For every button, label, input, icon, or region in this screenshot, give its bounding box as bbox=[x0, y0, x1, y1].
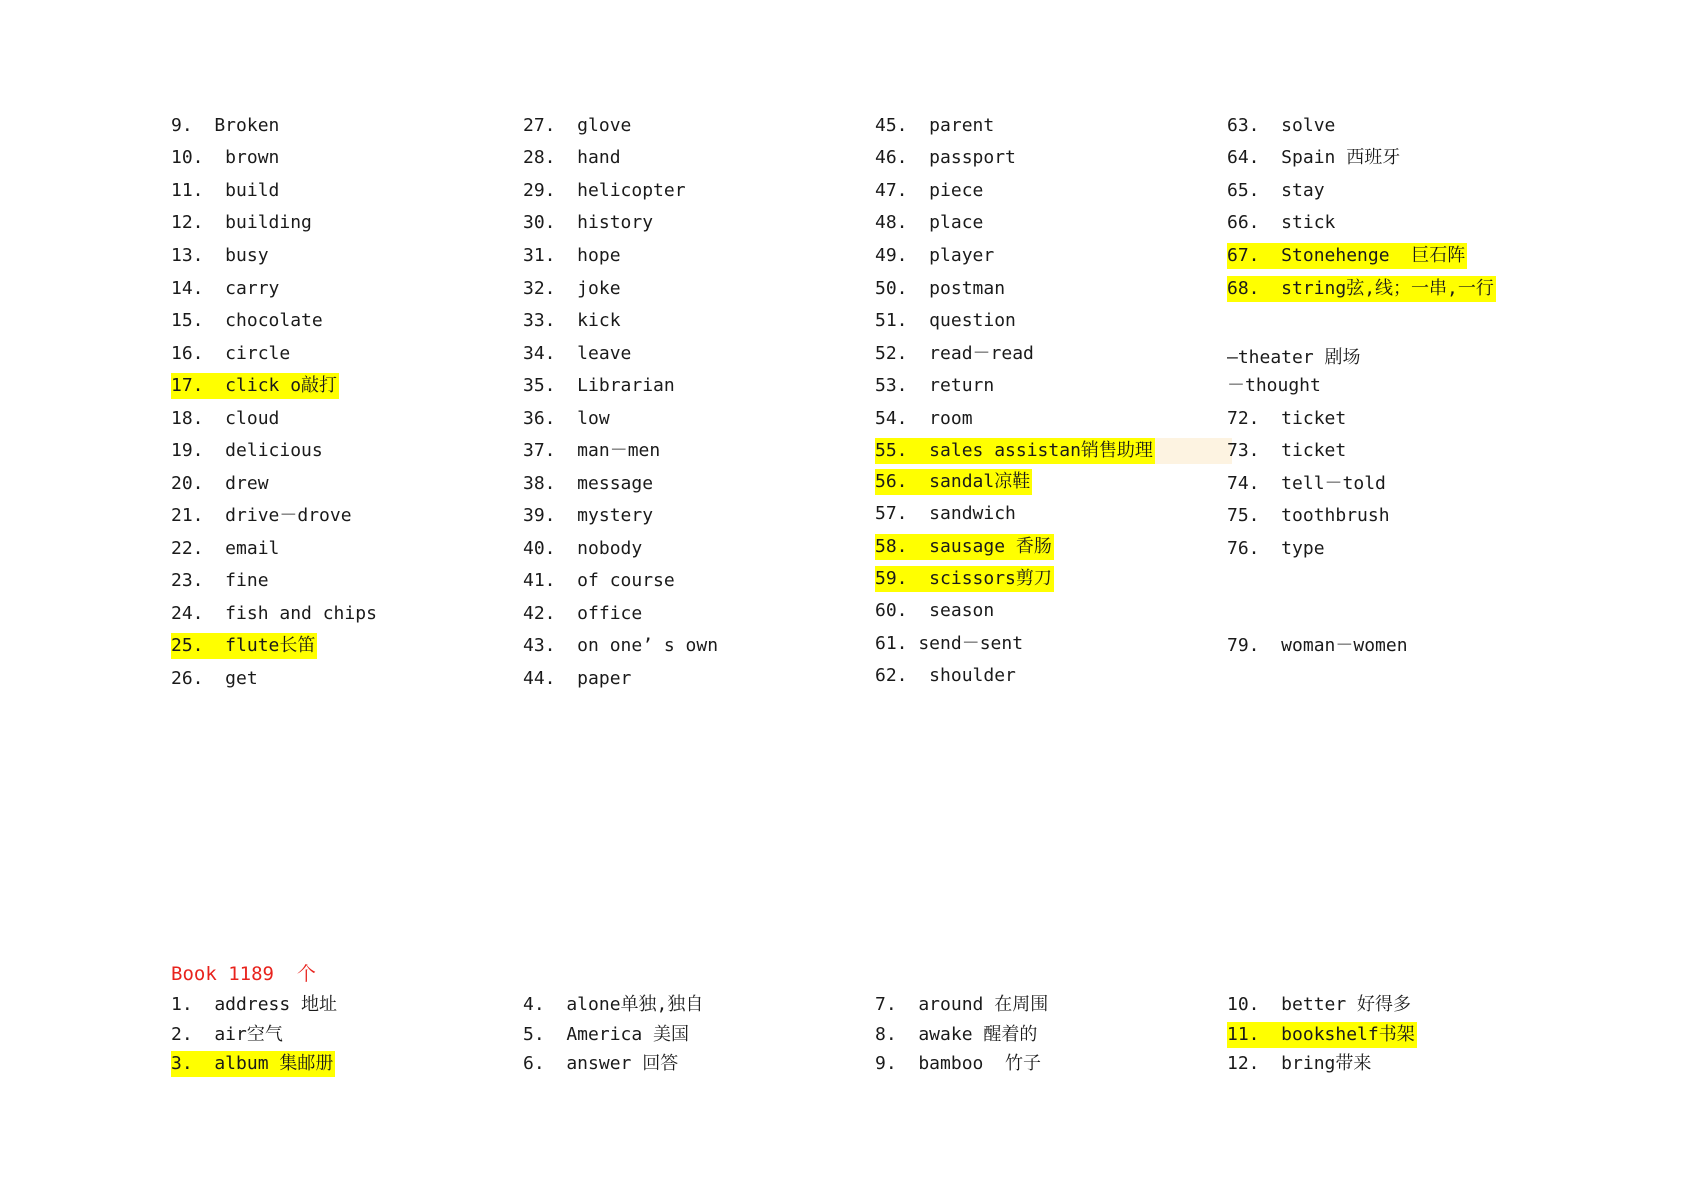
list-item: 7. around 在周围 bbox=[875, 994, 1049, 1015]
list-item: 45. parent bbox=[875, 115, 995, 136]
list-item: 2. air空气 bbox=[171, 1024, 283, 1045]
list-item: 75. toothbrush bbox=[1227, 505, 1390, 526]
highlighted-list-item: 68. string弦,线；一串,一行 bbox=[1227, 276, 1496, 302]
list-item: 14. carry bbox=[171, 278, 280, 299]
list-item: 4. alone单独,独自 bbox=[523, 994, 704, 1015]
list-item: 29. helicopter bbox=[523, 180, 686, 201]
list-item: 11. build bbox=[171, 180, 280, 201]
section-title: Book 1189 个 bbox=[171, 963, 316, 985]
list-item: 15. chocolate bbox=[171, 310, 323, 331]
list-item: 66. stick bbox=[1227, 212, 1336, 233]
list-item: 52. read－read bbox=[875, 343, 1034, 364]
list-item: 72. ticket bbox=[1227, 408, 1347, 429]
list-item: 19. delicious bbox=[171, 440, 323, 461]
list-item: 49. player bbox=[875, 245, 995, 266]
list-item: 31. hope bbox=[523, 245, 621, 266]
list-item: 40. nobody bbox=[523, 538, 643, 559]
list-item: 39. mystery bbox=[523, 505, 654, 526]
list-item: 34. leave bbox=[523, 343, 632, 364]
highlighted-list-item: 11. bookshelf书架 bbox=[1227, 1022, 1417, 1048]
highlighted-list-item: 59. scissors剪刀 bbox=[875, 566, 1054, 592]
list-item: 37. man－men bbox=[523, 440, 661, 461]
list-item: 27. glove bbox=[523, 115, 632, 136]
highlighted-list-item: 56. sandal凉鞋 bbox=[875, 469, 1032, 495]
list-item: 76. type bbox=[1227, 538, 1325, 559]
list-item: 63. solve bbox=[1227, 115, 1336, 136]
list-item: 22. email bbox=[171, 538, 280, 559]
list-item: 1. address 地址 bbox=[171, 994, 338, 1015]
list-item: 5. America 美国 bbox=[523, 1024, 690, 1045]
highlighted-list-item: 58. sausage 香肠 bbox=[875, 534, 1054, 560]
highlighted-list-item: 17. click o敲打 bbox=[171, 373, 339, 399]
list-item: 61. send－sent bbox=[875, 633, 1024, 654]
list-item: 13. busy bbox=[171, 245, 269, 266]
highlighted-list-item: 3. album 集邮册 bbox=[171, 1051, 335, 1077]
list-item: 43. on one’ s own bbox=[523, 635, 719, 656]
list-item: 8. awake 醒着的 bbox=[875, 1024, 1038, 1045]
list-item: 9. Broken bbox=[171, 115, 280, 136]
list-item: 73. ticket bbox=[1227, 440, 1347, 461]
list-item: 18. cloud bbox=[171, 408, 280, 429]
highlighted-list-item: 67. Stonehenge 巨石阵 bbox=[1227, 243, 1467, 269]
list-item: 53. return bbox=[875, 375, 995, 396]
list-item: 41. of course bbox=[523, 570, 675, 591]
list-item: 60. season bbox=[875, 600, 995, 621]
list-item: 10. brown bbox=[171, 147, 280, 168]
list-item: 12. building bbox=[171, 212, 312, 233]
list-item: —theater 剧场 bbox=[1227, 347, 1361, 368]
list-item: 57. sandwich bbox=[875, 503, 1016, 524]
list-item: 50. postman bbox=[875, 278, 1006, 299]
list-item: 36. low bbox=[523, 408, 610, 429]
list-item: 51. question bbox=[875, 310, 1016, 331]
list-item: 32. joke bbox=[523, 278, 621, 299]
list-item: 79. woman－women bbox=[1227, 635, 1408, 656]
list-item: 30. history bbox=[523, 212, 654, 233]
list-item: 42. office bbox=[523, 603, 643, 624]
list-item: 6. answer 回答 bbox=[523, 1053, 679, 1074]
list-item: 48. place bbox=[875, 212, 984, 233]
list-item: 12. bring带来 bbox=[1227, 1053, 1372, 1074]
list-item: 65. stay bbox=[1227, 180, 1325, 201]
list-item: 33. kick bbox=[523, 310, 621, 331]
list-item: 10. better 好得多 bbox=[1227, 994, 1412, 1015]
list-item: 35. Librarian bbox=[523, 375, 675, 396]
list-item: 21. drive－drove bbox=[171, 505, 352, 526]
list-item: 44. paper bbox=[523, 668, 632, 689]
list-item: 46. passport bbox=[875, 147, 1016, 168]
list-item: 62. shoulder bbox=[875, 665, 1016, 686]
list-item: 20. drew bbox=[171, 473, 269, 494]
list-item: 38. message bbox=[523, 473, 654, 494]
list-item: 74. tell－told bbox=[1227, 473, 1386, 494]
highlighted-list-item: 55. sales assistan销售助理 bbox=[875, 438, 1155, 464]
highlighted-list-item: 25. flute长笛 bbox=[171, 633, 317, 659]
list-item: 47. piece bbox=[875, 180, 984, 201]
list-item: 9. bamboo 竹子 bbox=[875, 1053, 1042, 1074]
list-item: 54. room bbox=[875, 408, 973, 429]
list-item: 16. circle bbox=[171, 343, 291, 364]
list-item: －thought bbox=[1227, 375, 1321, 396]
list-item: 28. hand bbox=[523, 147, 621, 168]
list-item: 23. fine bbox=[171, 570, 269, 591]
list-item: 26. get bbox=[171, 668, 258, 689]
list-item: 64. Spain 西班牙 bbox=[1227, 147, 1401, 168]
list-item: 24. fish and chips bbox=[171, 603, 377, 624]
